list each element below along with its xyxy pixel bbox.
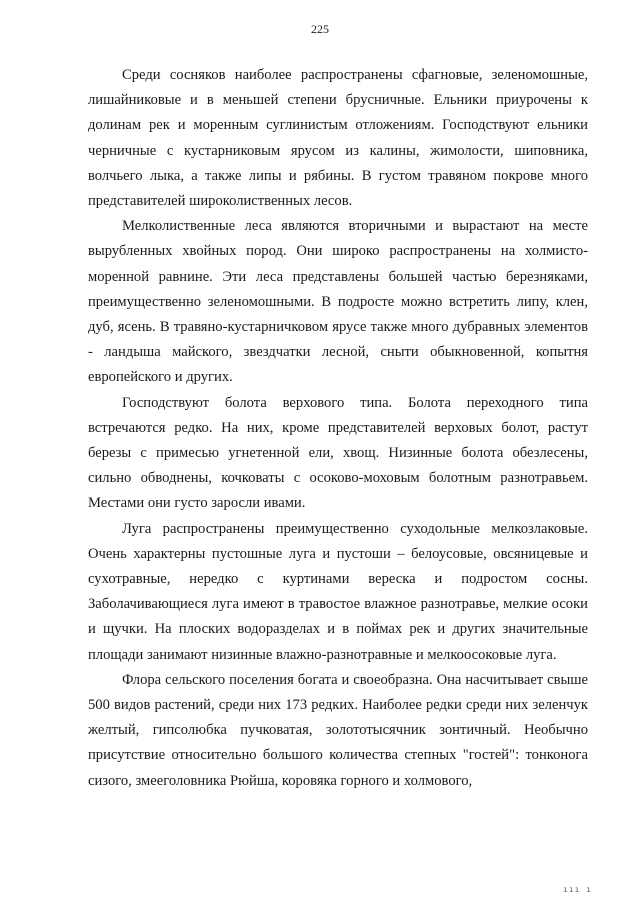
paragraph-conifer-forests: Среди сосняков наиболее распространены сфагновые, зеленомошные, лишайниковые и в меньшей степени брусничные. Ельники приурочены к долинам рек и моренным суглинистым отложениям. Господствуют ельники черничные с кустарниковым ярусом из калины, жимолости, шиповника, волчьего лыка, а также липы и рябины. В густом травяном покрове много представителей широколиственных лесов. <box>88 67 588 210</box>
paragraph-meadows: Луга распространены преимущественно суходольные мелкозлаковые. Очень характерны пустошные луга и пустоши – белоусовые, овсяницевые и сухотравные, нередко с куртинами вереска и подростом сосны. Заболачивающиеся луга имеют в травостое влажное разнотравье, мелкие осоки и щучки. На плоских водоразделах и в поймах рек и других значительные площади занимают низинные влажно-разнотравные и мелкоосоковые луга. <box>88 520 588 663</box>
paragraph-flora: Флора сельского поселения богата и своеобразна. Она насчитывает свыше 500 видов растений, среди них 173 редких. Наиболее редки среди них зеленчук желтый, гипсолюбка пучковатая, золототысячник зонтичный. Необычно присутствие относительно большого количества степных "гостей": тонконога сизого, змееголовника Рюйша, коровяка горного и холмового, <box>88 671 588 789</box>
scan-footer-mark: ııı ı <box>563 885 593 894</box>
paragraph-small-leaved-forests: Мелколиственные леса являются вторичными и вырастают на месте вырубленных хвойных пород. Они широко распространены на холмисто-моренной равнине. Эти леса представлены большей частью березняками, преимущественно зеленомошными. В подросте можно встретить липу, клен, дуб, ясень. В травяно-кустарничковом ярусе также много дубравных элементов - ландыша майского, звездчатки лесной, сныти обыкновенной, копытня европейского и других. <box>88 218 588 386</box>
paragraph-bogs: Господствуют болота верхового типа. Болота переходного типа встречаются редко. На них, кроме представителей верховых болот, растут березы с примесью угнетенной ели, хвощ. Низинные болота обезлесены, сильно обводнены, кочковаты с осоково-моховым болотным разнотравьем. Местами они густо заросли ивами. <box>88 394 588 512</box>
page-number: 225 <box>311 22 329 36</box>
document-body <box>88 63 588 794</box>
